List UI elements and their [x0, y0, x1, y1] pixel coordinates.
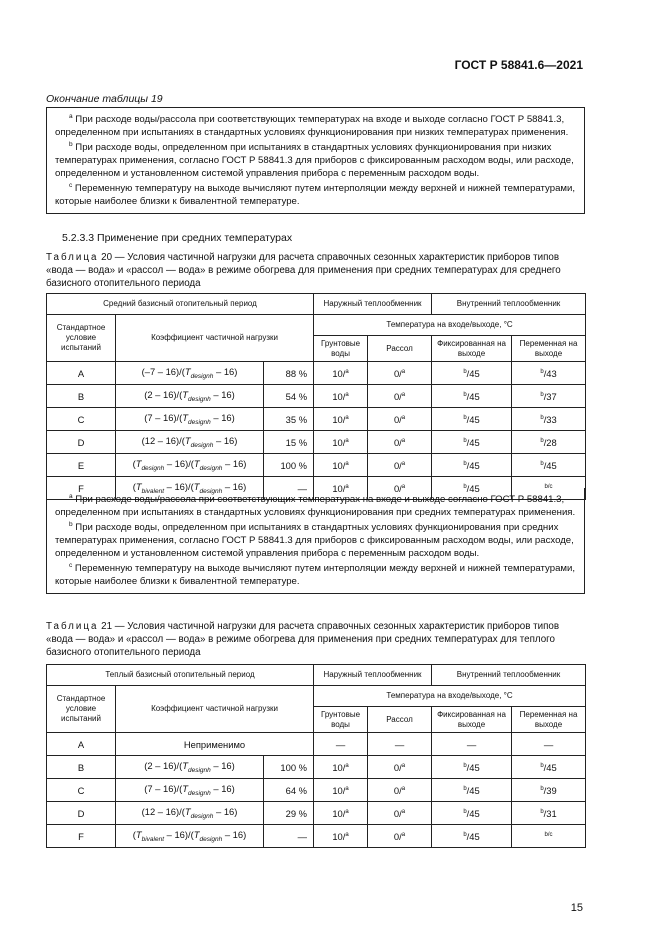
- brine-header: Рассол: [368, 336, 432, 362]
- ground-water-header: Грунтовые воды: [314, 336, 368, 362]
- condition-header: Стандартное условие испытаний: [47, 315, 116, 362]
- table21-caption: Таблица 21 — Условия частичной нагрузки для расчета справочных сезонных характеристик приборов типов «вода — вода» и «рассол — вода» в режиме обогрева для применения при средних температурах для теплого базисного отопительного периода: [46, 621, 560, 658]
- indoor-hx-header: Внутренний теплообменник: [432, 294, 586, 315]
- period-header: Теплый базисный отопительный период: [47, 665, 314, 686]
- section-heading: 5.2.3.3 Применение при средних температурах: [62, 232, 293, 244]
- outdoor-hx-header: Наружный теплообменник: [314, 294, 432, 315]
- temperature-header: Температура на входе/выходе, °C: [314, 686, 586, 707]
- fixed-outlet-header: Фиксированная на выходе: [432, 336, 512, 362]
- table-row: E $(T_{designh} - 16)/(T_{designh} - 16)$ 100 % 10/$^a$ 0/$^a$ $^b$/45 $^b$/45: [47, 454, 586, 477]
- document-code: ГОСТ Р 58841.6—2021: [454, 58, 583, 72]
- brine-header: Рассол: [368, 707, 432, 733]
- fixed-outlet-header: Фиксированная на выходе: [432, 707, 512, 733]
- outdoor-hx-header: Наружный теплообменник: [314, 665, 432, 686]
- table-row: B $(2 - 16)/(T_{designh} - 16)$ 100 % 10/$^a$ 0/$^a$ $^b$/45 $^b$/45: [47, 756, 586, 779]
- table20-caption: Таблица 20 — Условия частичной нагрузки для расчета справочных сезонных характеристик приборов типов «вода — вода» и «рассол — вода» в режиме обогрева для применения при средних температурах для среднего базисного отопительного периода: [46, 252, 561, 289]
- footnote: $^a$ При расходе воды/рассола при соответствующих температурах на входе и выходе согласно ГОСТ Р 58841.3, определенном при испытаниях в стандартных условиях функционирования при средних температурах применения.: [55, 493, 576, 518]
- table-row: D $(12 - 16)/(T_{designh} - 16)$ 29 % 10/$^a$ 0/$^a$ $^b$/45 $^b$/31: [47, 802, 586, 825]
- table-row: B $(2 - 16)/(T_{designh} - 16)$ 54 % 10/$^a$ 0/$^a$ $^b$/45 $^b$/37: [47, 385, 586, 408]
- table-row: F $(T_{bivalent} - 16)/(T_{designh} - 16)$ — 10/$^a$ 0/$^a$ $^b$/45 $^{b/c}$: [47, 477, 586, 500]
- footnote: $^c$ Переменную температуру на выходе вычисляют путем интерполяции между верхней и нижней температурами, которые наиболее близки к бивалентной температуре.: [55, 182, 576, 208]
- table19-notes: [46, 107, 585, 214]
- condition-header: Стандартное условие испытаний: [47, 686, 116, 733]
- table20-notes: [46, 488, 585, 594]
- table-row: C $(7 - 16)/(T_{designh} - 16)$ 64 % 10/$^a$ 0/$^a$ $^b$/45 $^b$/39: [47, 779, 586, 802]
- coefficient-header: Коэффициент частичной нагрузки: [116, 315, 314, 362]
- footnote: $^b$ При расходе воды, определенном при испытаниях в стандартных условиях функционирования при средних температурах применения, согласно ГОСТ Р 58841.3 для приборов с фиксированным расходом воды, или расходе, определенном и установленном системой управления прибора с переменным расходом воды.: [55, 521, 574, 559]
- table-row: C $(7 - 16)/(T_{designh} - 16)$ 35 % 10/$^a$ 0/$^a$ $^b$/45 $^b$/33: [47, 408, 586, 431]
- table-continuation-label: Окончание таблицы 19: [46, 93, 163, 105]
- footnote: $^c$ Переменную температуру на выходе вычисляют путем интерполяции между верхней и нижней температурами, которые наиболее близки к бивалентной температуре.: [55, 562, 576, 588]
- temperature-header: Температура на входе/выходе, °C: [314, 315, 586, 336]
- table-row: A $(-7 - 16)/(T_{designh} - 16)$ 88 % 10/$^a$ 0/$^a$ $^b$/45 $^b$/43: [47, 362, 586, 385]
- variable-outlet-header: Переменная на выходе: [512, 336, 586, 362]
- table-row: A Неприменимо — — — —: [47, 733, 586, 756]
- table21: [46, 664, 586, 848]
- table-row: F $(T_{bivalent} - 16)/(T_{designh} - 16)$ — 10/$^a$ 0/$^a$ $^b$/45 $^{b/c}$: [47, 825, 586, 848]
- indoor-hx-header: Внутренний теплообменник: [432, 665, 586, 686]
- page-number: 15: [570, 902, 583, 914]
- table-row: D $(12 - 16)/(T_{designh} - 16)$ 15 % 10/$^a$ 0/$^a$ $^b$/45 $^b$/28: [47, 431, 586, 454]
- period-header: Средний базисный отопительный период: [47, 294, 314, 315]
- footnote: $^b$ При расходе воды, определенном при испытаниях в стандартных условиях функционирования при низких температурах применения, согласно ГОСТ Р 58841.3 для приборов с фиксированным расходом воды, или расходе, определенном и установленном системой управления прибора с переменным расходом воды.: [55, 141, 574, 179]
- coefficient-header: Коэффициент частичной нагрузки: [116, 686, 314, 733]
- ground-water-header: Грунтовые воды: [314, 707, 368, 733]
- footnote: $^a$ При расходе воды/рассола при соответствующих температурах на входе и выходе согласно ГОСТ Р 58841.3, определенном при испытаниях в стандартных условиях функционирования при низких температурах применения.: [55, 113, 569, 138]
- table20: [46, 293, 586, 500]
- variable-outlet-header: Переменная на выходе: [512, 707, 586, 733]
